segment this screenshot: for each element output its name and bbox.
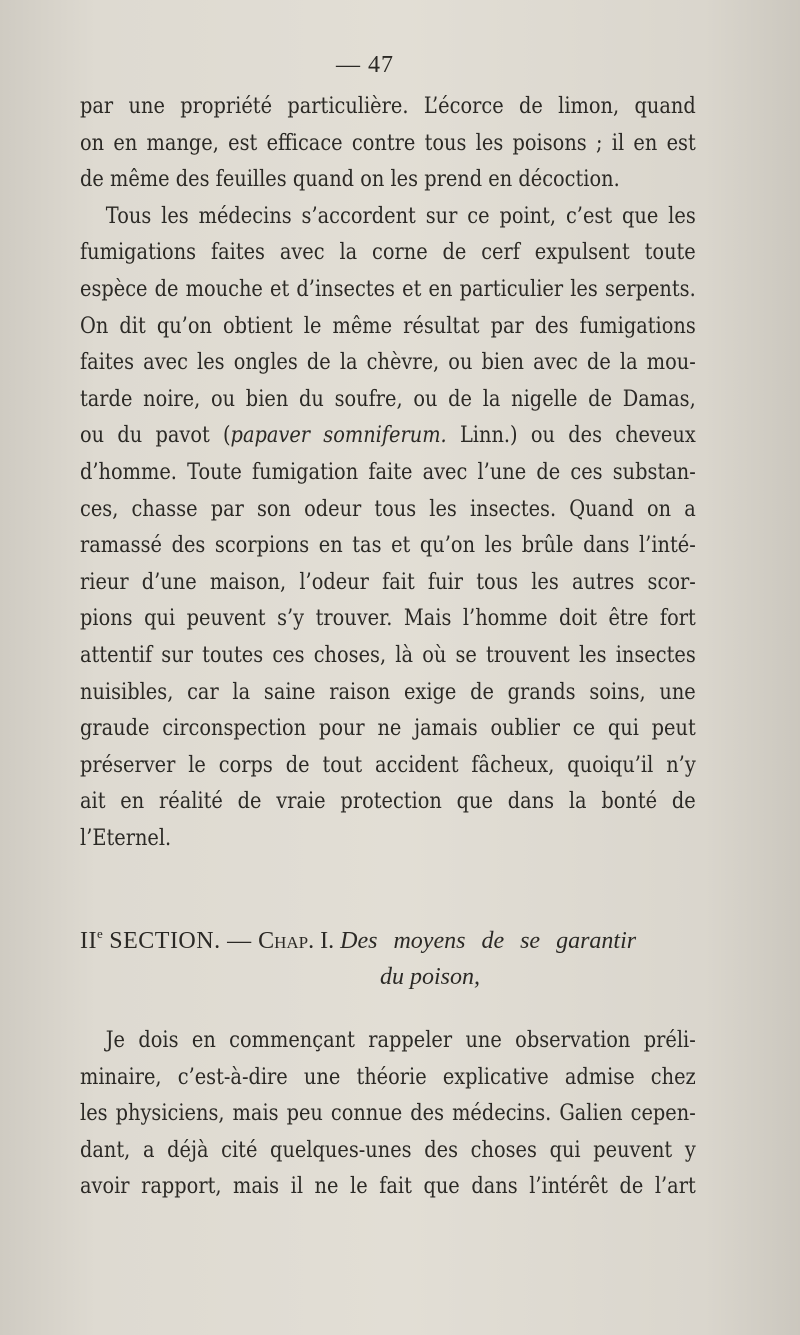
text-line: on en mange, est efficace contre tous les poisons ; il en est	[80, 129, 696, 156]
section-number: II	[80, 928, 97, 954]
text-line: ramassé des scorpions en tas et qu’on les brûle dans l’inté-	[80, 532, 696, 559]
text-line: d’homme. Toute fumigation faite avec l’une de ces substan-	[80, 458, 696, 485]
text-line: l’Eternel.	[80, 824, 172, 851]
text-line: rieur d’une maison, l’odeur fait fuir tous les autres scor-	[80, 568, 696, 595]
text-line-with-italic	[80, 417, 696, 454]
text-line: Tous les médecins s’accordent sur ce point, c’est que les	[105, 202, 696, 229]
chapter-title-continued: du poison,	[379, 964, 480, 990]
chapter-number: I.	[314, 928, 341, 954]
text-line: ces, chasse par son odeur tous les insectes. Quand on a	[80, 495, 696, 522]
paragraph-2	[80, 1022, 696, 1205]
text-line: les physiciens, mais peu connue des médecins. Galien cepen-	[80, 1100, 696, 1127]
page-number: — 47	[336, 52, 394, 78]
text-segment: ou du pavot (	[80, 422, 231, 449]
text-line: Je dois en commençant rappeler une observation préli-	[105, 1027, 696, 1053]
text-line: préserver le corps de tout accident fâcheux, quoiqu’il n’y	[80, 751, 696, 778]
text-line: faites avec les ongles de la chèvre, ou bien avec de la mou-	[80, 349, 696, 376]
text-line: minaire, c’est-à-dire une théorie explicative admise chez	[80, 1063, 696, 1090]
text-segment: Linn.) ou des cheveux	[446, 422, 696, 449]
text-line: tarde noire, ou bien du soufre, ou de la nigelle de Damas,	[80, 385, 696, 412]
text-line: fumigations faites avec la corne de cerf expulsent toute	[80, 239, 696, 266]
heading-line-1	[80, 916, 720, 959]
chapter-label: Chap.	[258, 928, 315, 954]
section-superscript: e	[96, 926, 103, 941]
text-line: par une propriété particulière. L’écorce de limon, quand	[80, 93, 696, 119]
latin-name: papaver somniferum.	[230, 422, 447, 449]
section-label: SECTION. —	[102, 928, 259, 954]
text-line: pions qui peuvent s’y trouver. Mais l’homme doit être fort	[80, 605, 696, 632]
paragraph-1	[80, 88, 696, 856]
section-heading	[80, 916, 720, 995]
text-line: On dit qu’on obtient le même résultat par des fumigations	[80, 312, 696, 339]
text-line: avoir rapport, mais il ne le fait que dans l’intérêt de l’art	[80, 1173, 696, 1200]
text-line: nuisibles, car la saine raison exige de grands soins, une	[80, 678, 696, 705]
text-line: attentif sur toutes ces choses, là où se trouvent les insectes	[80, 641, 696, 668]
text-line: ait en réalité de vraie protection que dans la bonté de	[80, 788, 696, 815]
text-line: dant, a déjà cité quelques-unes des choses qui peuvent y	[80, 1136, 696, 1163]
text-line: graude circonspection pour ne jamais oublier ce qui peut	[80, 715, 696, 742]
chapter-title: Des moyens de se garantir	[340, 928, 637, 954]
text-line: espèce de mouche et d’insectes et en particulier les serpents.	[80, 275, 696, 302]
text-line: de même des feuilles quand on les prend en décoction.	[80, 166, 620, 193]
